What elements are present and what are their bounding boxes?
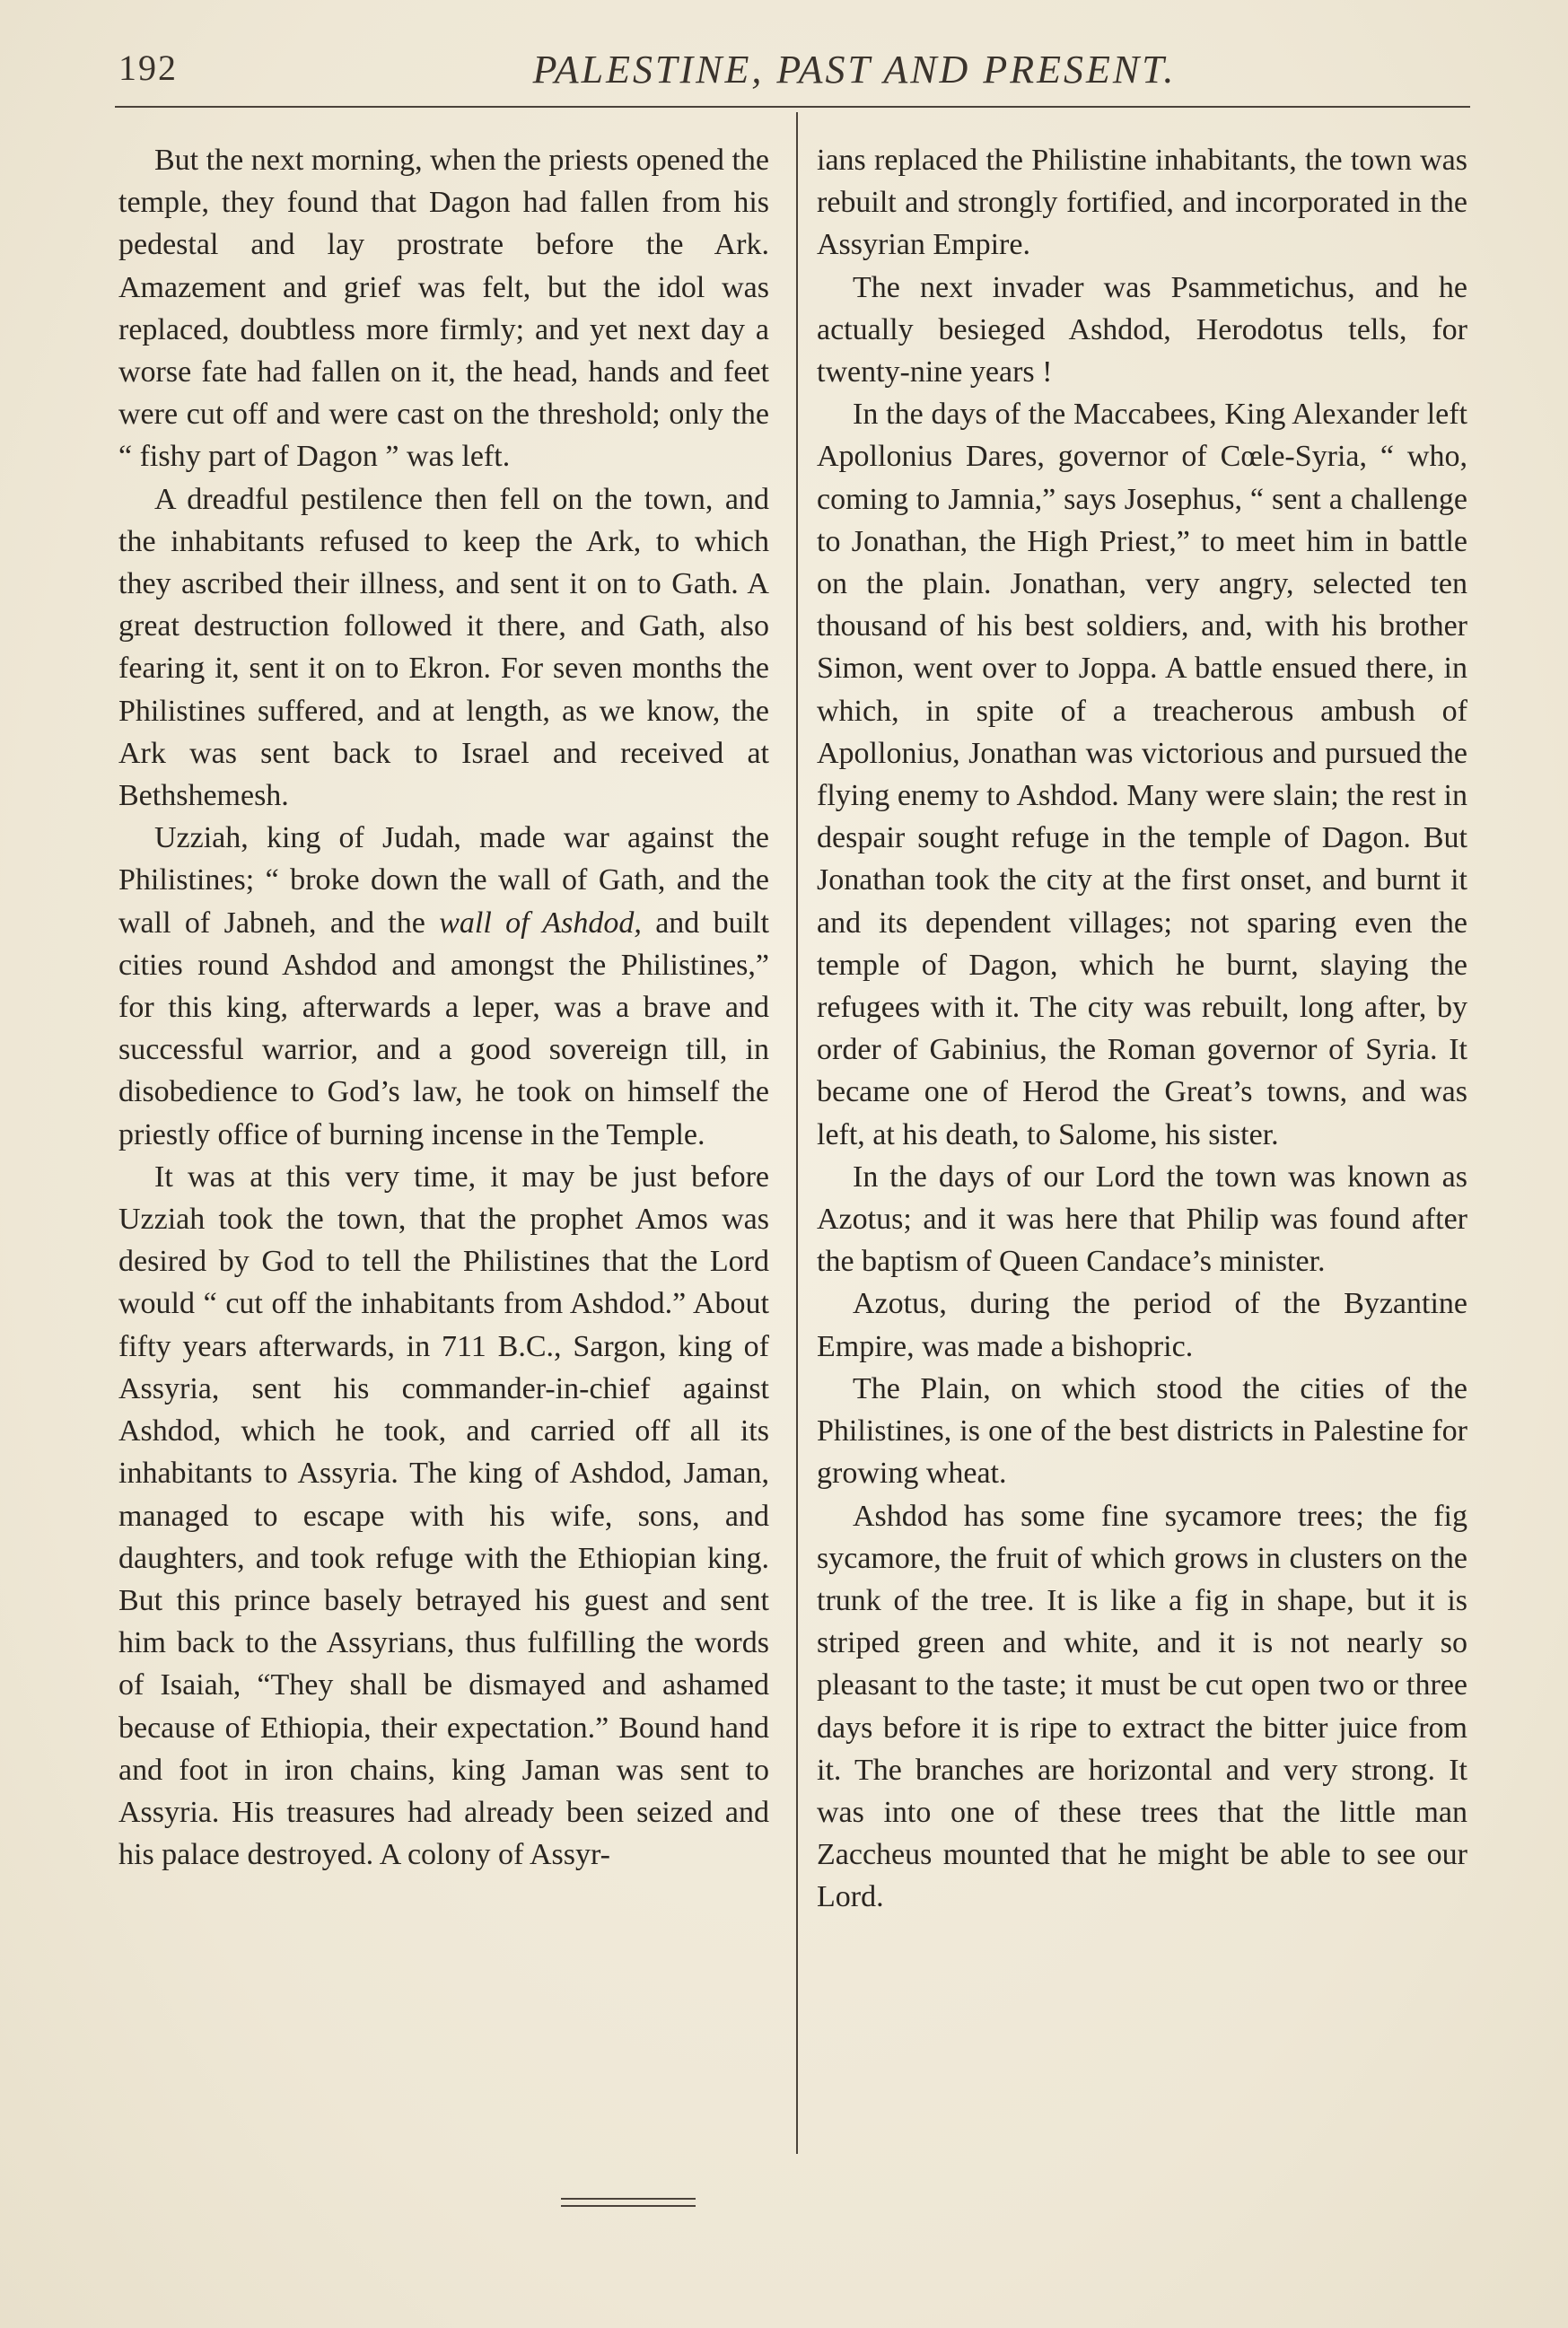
paragraph: Ashdod has some fine sycamore trees; the fig sycamore, the fruit of which grows in clusters on the trunk of the tree. It is like a fig in shape, but it is striped green and white, and it is not nearly so pleasant to the taste; it must be cut open two or three days before it is ripe to extract the bitter juice from it. The branches are horizontal and very strong. It was into one of these trees that the little man Zaccheus mounted that he might be able to see our Lord. [817, 1499, 1467, 1914]
paragraph: The next invader was Psammetichus, and he actually besieged Ashdod, Herodotus tells, for twenty-nine years ! [817, 270, 1467, 389]
paragraph: In the days of our Lord the town was known as Azotus; and it was here that Philip was found after the baptism of Queen Candace’s minister. [817, 1160, 1467, 1279]
paragraph-text: Uzziah, king of Judah, made war against the Philistines; “ broke down the wall of Gath, and the wall of Jabneh, and the [118, 821, 769, 940]
paragraph: The Plain, on which stood the cities of the Philistines, is one of the best districts in Palestine for growing wheat. [817, 1371, 1467, 1491]
right-column [817, 139, 1467, 1919]
italic-phrase: wall of Ashdod, [439, 906, 642, 940]
paragraph-uzziah [118, 817, 769, 1156]
paragraph: Azotus, during the period of the Byzantine Empire, was made a bishopric. [817, 1287, 1467, 1363]
running-title: PALESTINE, PAST AND PRESENT. [532, 48, 1177, 92]
paragraph-continued: ians replaced the Philistine inhabitants, the town was rebuilt and strongly fortified, and incorporated in the Assyrian Empire. [817, 144, 1467, 262]
paragraph: It was at this very time, it may be just before Uzziah took the town, that the prophet Amos was desired by God to tell the Philistines that the Lord would “ cut off the inhabitants from Ashdod.” About fifty years afterwards, in 711 B.C., Sargon, king of Assyria, sent his commander-in-chief against Ashdod, which he took, and carried off all its inhabitants to Assyria. The king of Ashdod, Jaman, managed to escape with his wife, sons, and daughters, and took refuge with the Ethiopian king. But this prince basely betrayed his guest and sent him back to the Assyrians, thus fulfilling the words of Isaiah, “They shall be dismayed and ashamed because of Ethiopia, their expectation.” Bound hand and foot in iron chains, king Jaman was sent to Assyria. His treasures had already been seized and his palace destroyed. A colony of Assyr- [118, 1160, 769, 1872]
paragraph-text: and built cities round Ashdod and amongst the Philistines,” for this king, afterwards a leper, was a brave and successful warrior, and a good sovereign till, in disobedience to God’s law, he took on himself the priestly office of burning incense in the Temple. [118, 906, 769, 1151]
header-rule [115, 106, 1470, 108]
paragraph: A dreadful pestilence then fell on the town, and the inhabitants refused to keep the Ark, to which they ascribed their illness, and sent it on to Gath. A great destruction followed it there, and Gath, also fearing it, sent it on to Ekron. For seven months the Philistines suffered, and at length, as we know, the Ark was sent back to Israel and received at Bethshemesh. [118, 482, 769, 813]
footer-rule [561, 2198, 696, 2207]
column-divider [796, 112, 798, 2154]
paragraph: But the next morning, when the priests opened the temple, they found that Dagon had fallen from his pedestal and lay prostrate before the Ark. Amazement and grief was felt, but the idol was replaced, doubtless more firmly; and yet next day a worse fate had fallen on it, the head, hands and feet were cut off and were cast on the threshold; only the “ fishy part of Dagon ” was left. [118, 144, 769, 474]
page-number: 192 [118, 48, 178, 88]
paragraph: In the days of the Maccabees, King Alexander left Apollonius Dares, governor of Cœle-Syria, “ who, coming to Jamnia,” says Josephus, “ sent a challenge to Jonathan, the High Priest,” to meet him in battle on the plain. Jonathan, very angry, selected ten thousand of his best soldiers, and, with his brother Simon, went over to Joppa. A battle ensued there, in which, in spite of a treacherous ambush of Apollonius, Jonathan was victorious and pursued the flying enemy to Ashdod. Many were slain; the rest in despair sought refuge in the temple of Dagon. But Jonathan took the city at the first onset, and burnt it and its dependent villages; not sparing even the temple of Dagon, which he burnt, slaying the refugees with it. The city was rebuilt, long after, by order of Gabinius, the Roman governor of Syria. It became one of Herod the Great’s towns, and was left, at his death, to Salome, his sister. [817, 398, 1467, 1151]
page-header [118, 47, 1465, 101]
left-column [118, 139, 769, 1876]
